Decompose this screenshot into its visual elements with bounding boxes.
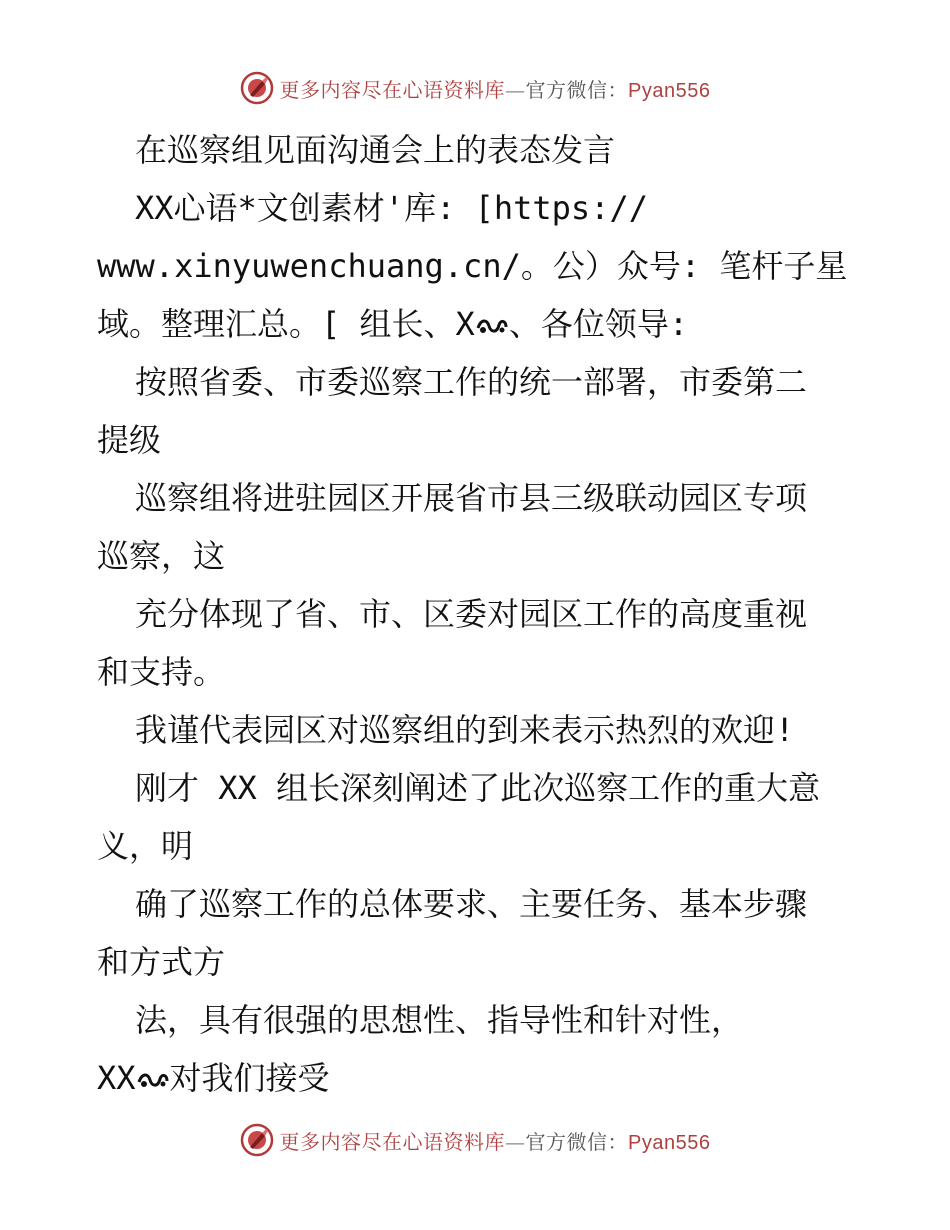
watermark-text: 更多内容尽在心语资料库 bbox=[279, 77, 506, 102]
paragraph-line: 巡察组将进驻园区开展省市县三级联动园区专项 bbox=[135, 479, 808, 517]
paragraph-line: www.xinyuwenchuang.cn/。公）众号: 笔杆子星 bbox=[97, 247, 848, 285]
paragraph-line: XX心语*文创素材'库: [https:// bbox=[135, 189, 648, 227]
paragraph-line: 按照省委、市委巡察工作的统一部署，市委第二 bbox=[135, 363, 808, 401]
watermark-dash: — bbox=[505, 1129, 526, 1154]
paragraph-line: 和方式方 bbox=[97, 943, 226, 981]
paragraph-line: 提级 bbox=[97, 421, 162, 459]
doc-title: 在巡察组见面沟通会上的表态发言 bbox=[135, 131, 616, 169]
paragraph-line: 法，具有很强的思想性、指导性和针对性， bbox=[135, 1001, 744, 1039]
watermark-wechat-label: 官方微信： bbox=[525, 77, 629, 102]
watermark-text: 更多内容尽在心语资料库 bbox=[279, 1129, 506, 1154]
garbled-glyph-icon bbox=[136, 1070, 170, 1090]
paragraph-line bbox=[97, 1049, 330, 1107]
watermark-footer bbox=[0, 1120, 950, 1160]
paragraph-line: 确了巡察工作的总体要求、主要任务、基本步骤 bbox=[135, 885, 808, 923]
line-suffix: 对我们接受 bbox=[169, 1059, 330, 1097]
paragraph-line: 义，明 bbox=[97, 827, 194, 865]
watermark-header bbox=[0, 68, 950, 108]
paragraph-line: 充分体现了省、市、区委对园区工作的高度重视 bbox=[135, 595, 808, 633]
watermark-wechat-label: 官方微信： bbox=[525, 1129, 629, 1154]
garbled-glyph-icon bbox=[475, 316, 509, 336]
paragraph-line: 我谨代表园区对巡察组的到来表示热烈的欢迎! bbox=[135, 711, 795, 749]
pen-logo-icon bbox=[240, 1123, 274, 1157]
line-text: 域。整理汇总。[ 组长、X bbox=[97, 305, 475, 343]
paragraph-line bbox=[97, 295, 688, 353]
watermark-wechat-id: Pyan556 bbox=[628, 1131, 711, 1154]
paragraph-line: 刚才 XX 组长深刻阐述了此次巡察工作的重大意 bbox=[135, 769, 821, 807]
paragraph-line: 巡察，这 bbox=[97, 537, 226, 575]
pen-logo-icon bbox=[240, 71, 274, 105]
watermark-dash: — bbox=[505, 77, 526, 102]
line-text: XX bbox=[97, 1059, 136, 1097]
paragraph-line: 和支持。 bbox=[97, 653, 226, 691]
line-suffix: 、各位领导: bbox=[508, 305, 689, 343]
watermark-wechat-id: Pyan556 bbox=[628, 79, 711, 102]
